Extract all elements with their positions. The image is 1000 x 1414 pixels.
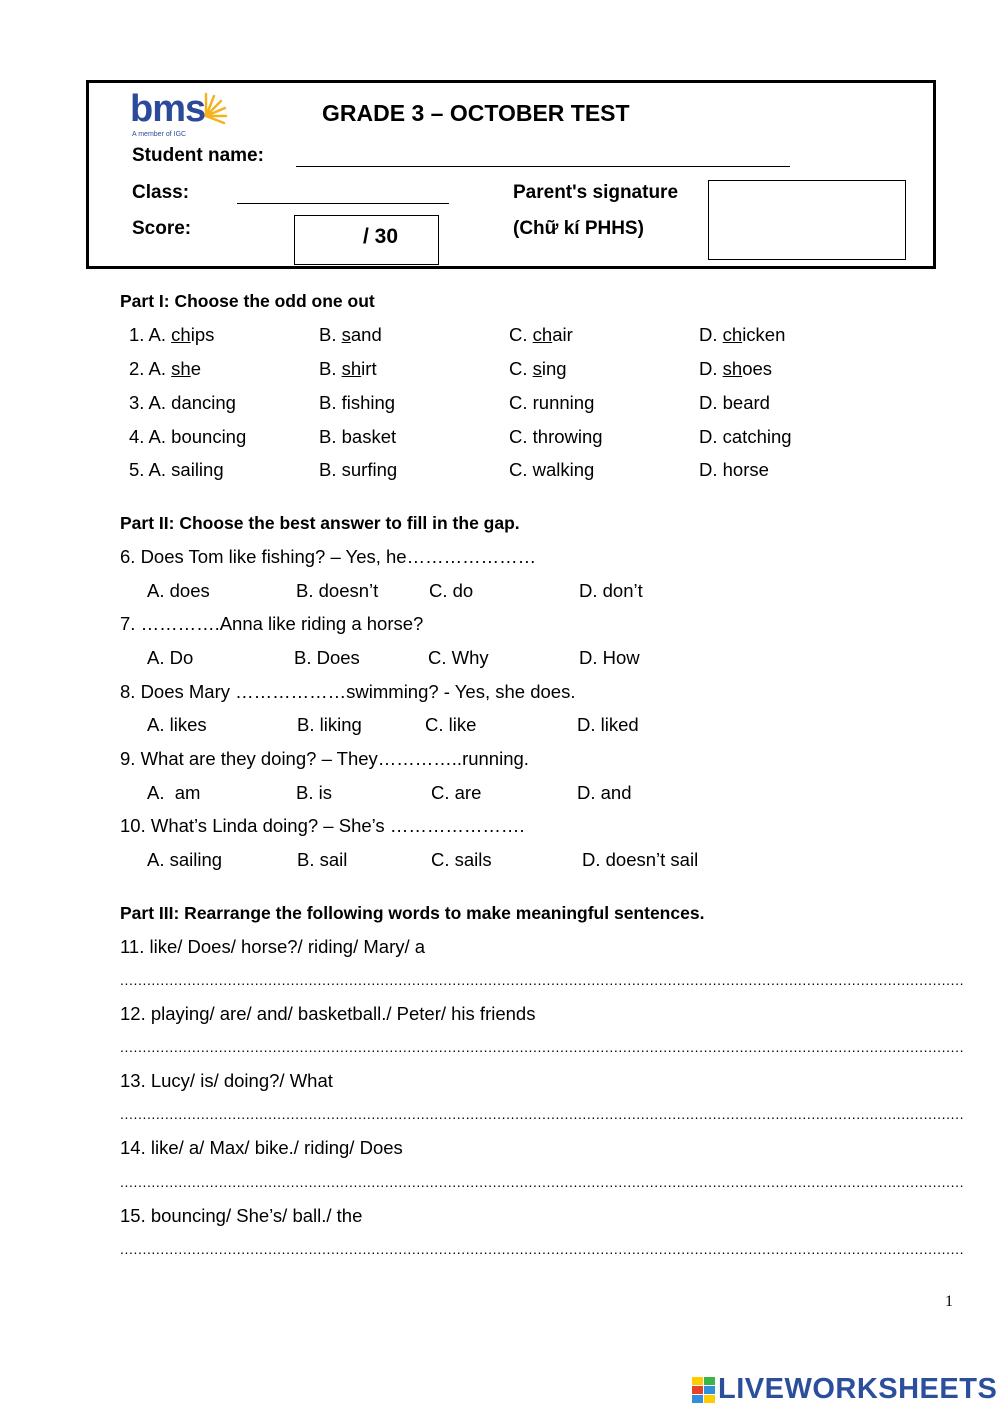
underlined-sound: s <box>341 324 351 345</box>
word-rest: irt <box>361 358 377 379</box>
answer-line[interactable]: ............................................................................................................................................................................................ <box>120 1106 965 1122</box>
option-prefix: C. <box>509 358 533 379</box>
q-number: 2. A. <box>129 358 167 379</box>
word-rest: e <box>190 358 202 379</box>
part1-q1-option-d[interactable] <box>699 324 785 346</box>
part1-q2-option-c[interactable] <box>509 358 567 380</box>
signature-box[interactable] <box>708 180 906 260</box>
part1-q5-option-c[interactable]: C. walking <box>509 459 595 480</box>
underlined-sound: ch <box>171 324 191 345</box>
option-prefix: B. <box>319 358 342 379</box>
part1-q3-option-d[interactable]: D. beard <box>699 392 770 413</box>
part2-q7: 7. ………….Anna like riding a horse? <box>120 613 424 634</box>
part1-q2-option-d[interactable] <box>699 358 772 380</box>
q-number: 1. A. <box>129 324 167 345</box>
part1-q4-option-b[interactable]: B. basket <box>319 426 397 447</box>
answer-line[interactable]: ............................................................................................................................................................................................ <box>120 1039 965 1055</box>
part2-q6-option-b[interactable]: B. doesn’t <box>296 580 379 601</box>
q-number: 4. A. <box>129 426 167 447</box>
q-number: 5. A. <box>129 459 167 480</box>
part1-q5 <box>129 459 224 481</box>
word-rest: air <box>552 324 573 345</box>
underlined-sound: sh <box>171 358 191 379</box>
option-text: sailing <box>171 459 224 480</box>
logo-tagline: A member of IGC <box>132 131 187 138</box>
class-field[interactable] <box>237 203 449 204</box>
option-prefix: D. <box>699 358 723 379</box>
option-prefix: C. <box>509 324 533 345</box>
underlined-sound: ch <box>532 324 553 345</box>
option-prefix: B. <box>319 324 342 345</box>
part2-q9: 9. What are they doing? – They…………..running. <box>120 748 529 769</box>
underlined-sound: s <box>532 358 542 379</box>
option-text: bouncing <box>171 426 247 447</box>
part2-q9-option-d[interactable]: D. and <box>577 782 632 803</box>
part1-q4 <box>129 426 246 448</box>
q-number: 3. A. <box>129 392 167 413</box>
part2-q8-option-a[interactable]: A. likes <box>147 714 207 735</box>
part2-q9-option-c[interactable]: C. are <box>431 782 482 803</box>
part2-q10-option-a[interactable]: A. sailing <box>147 849 223 870</box>
part3-q11: 11. like/ Does/ horse?/ riding/ Mary/ a <box>120 936 426 957</box>
word-rest: oes <box>742 358 773 379</box>
option-text: dancing <box>171 392 236 413</box>
answer-line[interactable]: ............................................................................................................................................................................................ <box>120 972 965 988</box>
word-rest: ing <box>541 358 567 379</box>
part1-q2 <box>129 358 201 380</box>
part1-q3 <box>129 392 236 414</box>
part2-q10-option-d[interactable]: D. doesn’t sail <box>582 849 699 870</box>
school-logo <box>130 88 240 144</box>
option-prefix: D. <box>699 324 723 345</box>
part3-q14: 14. like/ a/ Max/ bike./ riding/ Does <box>120 1137 403 1158</box>
part2-q10: 10. What’s Linda doing? – She’s …………………. <box>120 815 525 836</box>
page-title: GRADE 3 – OCTOBER TEST <box>322 100 630 126</box>
part2-q6-option-d[interactable]: D. don’t <box>579 580 643 601</box>
part3-q13: 13. Lucy/ is/ doing?/ What <box>120 1070 333 1091</box>
score-total: / 30 <box>363 225 399 248</box>
liveworksheets-wordmark: LIVEWORKSHEETS <box>718 1373 998 1405</box>
part3-q12: 12. playing/ are/ and/ basketball./ Peter/ his friends <box>120 1003 536 1024</box>
part1-q1-option-b[interactable] <box>319 324 382 346</box>
part1-q1-option-c[interactable] <box>509 324 573 346</box>
part1-q3-option-c[interactable]: C. running <box>509 392 595 413</box>
part1-q4-option-d[interactable]: D. catching <box>699 426 792 447</box>
logo-wordmark: bms <box>130 88 206 130</box>
part1-q5-option-d[interactable]: D. horse <box>699 459 769 480</box>
part2-q10-option-b[interactable]: B. sail <box>297 849 348 870</box>
page-number: 1 <box>945 1293 953 1310</box>
answer-line[interactable]: ............................................................................................................................................................................................ <box>120 1174 965 1190</box>
word-rest: icken <box>742 324 786 345</box>
part1-q4-option-c[interactable]: C. throwing <box>509 426 603 447</box>
part2-q7-option-d[interactable]: D. How <box>579 647 640 668</box>
answer-line[interactable]: ............................................................................................................................................................................................ <box>120 1241 965 1257</box>
underlined-sound: sh <box>341 358 362 379</box>
word-rest: ips <box>190 324 215 345</box>
part2-q10-option-c[interactable]: C. sails <box>431 849 492 870</box>
liveworksheets-logo[interactable] <box>692 1373 998 1408</box>
part2-q7-option-c[interactable]: C. Why <box>428 647 489 668</box>
part2-q6-option-a[interactable]: A. does <box>147 580 210 601</box>
underlined-sound: ch <box>722 324 743 345</box>
part2-q9-option-a[interactable]: A. am <box>147 782 201 803</box>
part2-q7-option-a[interactable]: A. Do <box>147 647 194 668</box>
part1-q2-option-b[interactable] <box>319 358 377 380</box>
student-name-field[interactable] <box>296 166 790 167</box>
word-rest: and <box>350 324 382 345</box>
score-label: Score: <box>132 218 192 239</box>
part1-heading: Part I: Choose the odd one out <box>120 291 375 311</box>
student-name-label: Student name: <box>132 145 264 166</box>
liveworksheets-icon <box>692 1377 716 1403</box>
underlined-sound: sh <box>722 358 743 379</box>
parent-signature-sublabel: (Chữ kí PHHS) <box>513 218 644 239</box>
part2-q8-option-d[interactable]: D. liked <box>577 714 639 735</box>
part1-q3-option-b[interactable]: B. fishing <box>319 392 396 413</box>
part2-q8-option-b[interactable]: B. liking <box>297 714 362 735</box>
part2-q9-option-b[interactable]: B. is <box>296 782 332 803</box>
part3-heading: Part III: Rearrange the following words to make meaningful sentences. <box>120 903 705 923</box>
part2-heading: Part II: Choose the best answer to fill in the gap. <box>120 513 520 533</box>
part1-q5-option-b[interactable]: B. surfing <box>319 459 398 480</box>
part2-q8-option-c[interactable]: C. like <box>425 714 477 735</box>
part2-q7-option-b[interactable]: B. Does <box>294 647 360 668</box>
part2-q6: 6. Does Tom like fishing? – Yes, he………………… <box>120 546 537 567</box>
part1-q1 <box>129 324 214 346</box>
part2-q6-option-c[interactable]: C. do <box>429 580 474 601</box>
parent-signature-label: Parent's signature <box>513 182 679 203</box>
part3-q15: 15. bouncing/ She’s/ ball./ the <box>120 1205 363 1226</box>
part2-q8: 8. Does Mary ………………swimming? - Yes, she does. <box>120 681 576 702</box>
class-label: Class: <box>132 182 190 203</box>
score-box[interactable] <box>294 215 439 265</box>
